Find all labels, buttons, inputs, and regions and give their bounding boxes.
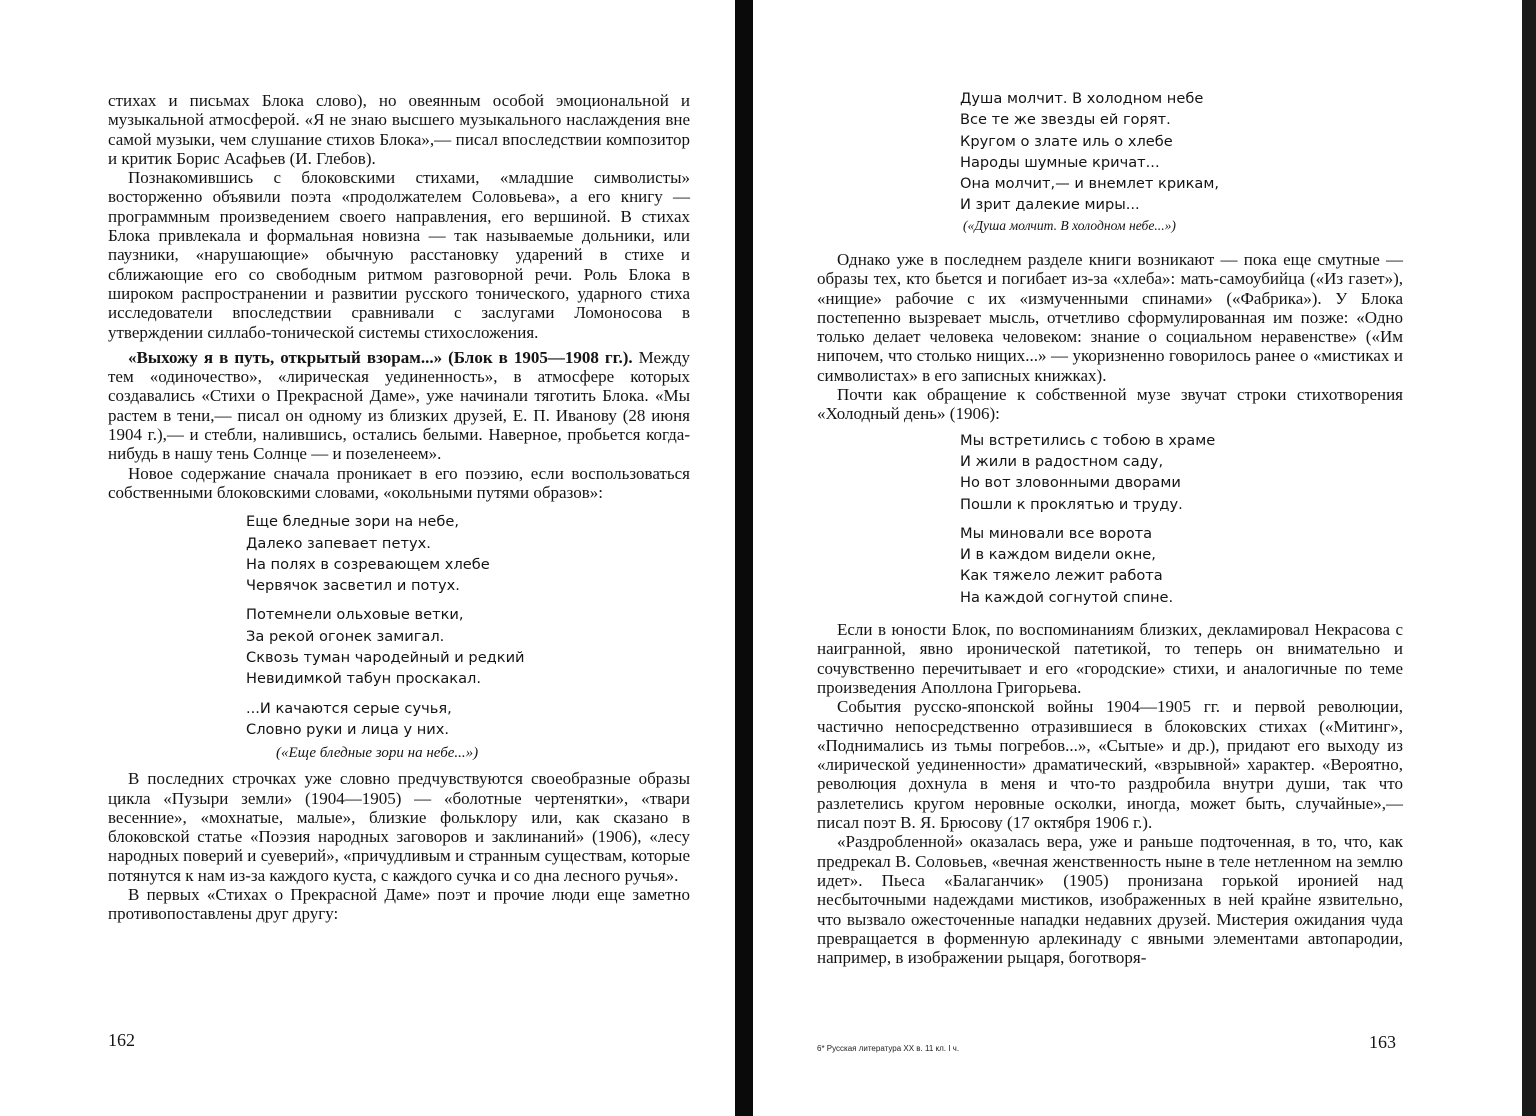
scan-edge	[1522, 0, 1536, 1116]
stanza	[246, 511, 690, 596]
paragraph: В последних строчках уже словно предчувствуются своеобразные образы цикла «Пузыри земли» (1904—1905) — «болотные чертенятки», «твари весенние», «мохнатые, малые», близкие фольклору или, как сказано в блоковской статье «Поэзия народных заговоров и заклинаний» (1906), «лесу народных поверий и суеверий», «причудливым и странным существам, которые потянутся к нам из-за каждого куста, с каждого сучка и со дна лесного ручья».	[108, 769, 690, 885]
verse-line: Далеко запевает петух.	[246, 534, 431, 552]
left-page	[0, 0, 735, 1116]
poem	[960, 88, 1219, 216]
verse-line: Она молчит,— и внемлет крикам,	[960, 175, 1220, 193]
verse-line: Душа молчит. В холодном небе	[960, 90, 1204, 107]
verse-line: Пошли к проклятью и труду.	[960, 495, 1183, 513]
section-paragraph	[108, 348, 690, 464]
stanza	[960, 430, 1403, 515]
verse-line: Словно руки и лица у них.	[246, 720, 450, 738]
page-number: 163	[1369, 1032, 1396, 1052]
verse-line: На полях в созревающем хлебе	[246, 555, 490, 573]
verse-line: Кругом о злате иль о хлебе	[960, 132, 1173, 150]
verse-line: Мы миновали все ворота	[960, 524, 1153, 542]
stanza	[246, 698, 690, 741]
right-page	[753, 0, 1522, 1116]
paragraph: В первых «Стихах о Прекрасной Даме» поэт и прочие люди еще заметно противопоставлены друг другу:	[108, 884, 690, 924]
paragraph: Если в юности Блок, по воспоминаниям близких, декламировал Некрасова с наигранной, явно иронической патетикой, то теперь он внимательно и сочувственно перечитывает и его «городские» стихи, и аналогичные по теме произведения Аполлона Григорьева.	[817, 620, 1403, 697]
paragraph: Почти как обращение к собственной музе звучат строки стихотворения «Холодный день» (1906):	[817, 385, 1403, 424]
right-page-text	[817, 250, 1403, 967]
verse-line: И жили в радостном саду,	[960, 452, 1164, 470]
section-text: Между тем «одиночество», «лирическая уединенность», в атмосфере которых создавались «Стихи о Прекрасной Даме», уже начинали тяготить Блока. «Мы растем в тени,— писал он одному из близких друзей, Е. П. Иванову (28 июня 1904 г.),— и стебли, налившись, остались белыми. Наверное, пробьется когда-нибудь в нашу тень Солнце — и позеленеем».	[108, 347, 690, 464]
book-gutter	[735, 0, 753, 1116]
verse-line: Невидимкой табун проскакал.	[246, 670, 481, 688]
verse-line: ...И качаются серые сучья,	[246, 699, 452, 717]
verse-line: Еще бледные зори на небе,	[246, 513, 459, 531]
left-page-text	[108, 91, 690, 924]
paragraph: События русско-японской войны 1904—1905 гг. и первой революции, частично непосредственно отразившиеся в блоковских стихах («Митинг», «Поднимались из тьмы погребов...», «Сытые» и др.), придают его выходу из «лирической уединенности» драматический, «взрывной» характер. «Вероятно, революция дохнула в меня и что-то раздробила внутри души, так что разлетелись кругом неровные осколки, иногда, может быть, случайные»,— писал поэт В. Я. Брюсову (17 октября 1906 г.).	[817, 697, 1403, 833]
signature-footnote: 6* Русская литература XX в. 11 кл. I ч.	[817, 1044, 960, 1053]
paragraph: Однако уже в последнем разделе книги возникают — пока еще смутные — образы тех, кто бьется и погибает из-за «хлеба»: мать-самоубийца («Из газет»), «нищие» рабочие с их «измученными спинами» («Фабрика»). У Блока постепенно вызревает мысль, отчетливо сформулированная им позже: «Одно только делает человека человеком: знание о социальном неравенстве» («Им нипочем, что столько нищих...» — укоризненно говорилось ранее о «мистиках и символистах» в его записных книжках).	[817, 250, 1403, 385]
verse-line: На каждой согнутой спине.	[960, 588, 1174, 606]
poem	[246, 511, 690, 740]
verse-line: Все те же звезды ей горят.	[960, 111, 1171, 129]
verse-line: Как тяжело лежит работа	[960, 567, 1163, 585]
poem-caption: («Душа молчит. В холодном небе...»)	[963, 218, 1176, 233]
stanza	[960, 523, 1403, 608]
poem-caption: («Еще бледные зори на небе...»)	[276, 745, 479, 762]
verse-line: Потемнели ольховые ветки,	[246, 606, 464, 624]
verse-line: Сквозь туман чародейный и редкий	[246, 649, 525, 667]
paragraph: Новое содержание сначала проникает в его поэзию, если воспользоваться собственными блоковскими словами, «окольными путями образов»:	[108, 463, 690, 502]
paragraph: стихах и письмах Блока слово), но овеянным особой эмоциональной и музыкальной атмосферой. «Я не знаю высшего музыкального наслаждения вне самой музыки, чем слушание стихов Блока»,— писал впоследствии композитор и критик Борис Асафьев (И. Глебов).	[108, 91, 690, 168]
page-number: 162	[108, 1030, 135, 1050]
verse-line: Но вот зловонными дворами	[960, 474, 1181, 492]
paragraph: Познакомившись с блоковскими стихами, «младшие символисты» восторженно объявили поэта «продолжателем Соловьева», а его книгу — программным произведением своего направления, его вершиной. В стихах Блока привлекала и формальная новизна — так называемые дольники, или паузники, «нарушающие» обычную расстановку ударений в стихе и сближающие его со свободным ритмом разговорной речи. Роль Блока в широком распространении и развитии русского тонического, ударного стиха исследователи впоследствии сравнивали с заслугами Ломоносова в утверждении силлабо-тонической системы стихосложения.	[108, 168, 690, 342]
verse-line: И зрит далекие миры...	[960, 196, 1140, 214]
verse-line: Мы встретились с тобою в храме	[960, 431, 1216, 449]
paragraph: «Раздробленной» оказалась вера, уже и раньше подточенная, в то, что, как предрекал В. Соловьев, «вечная женственность ныне в теле нетленном на землю идет». Пьеса «Балаганчик» (1905) пронизана горькой иронией над несбыточными надеждами мистиков, изображенных в ней крайне язвительно, что вызвало ожесточенные нападки недавних друзей. Мистерия ожидания чуда превращается в форменную арлекинаду с явными элементами автопародии, например, в изображении рыцаря, боготворя-	[817, 832, 1403, 968]
verse-line: Народы шумные кричат...	[960, 153, 1160, 171]
verse-line: Червячок засветил и потух.	[246, 577, 460, 595]
verse-line: И в каждом видели окне,	[960, 546, 1156, 564]
stanza	[246, 604, 690, 689]
section-heading: «Выхожу я в путь, открытый взорам...» (Блок в 1905—1908 гг.).	[128, 347, 633, 367]
poem	[960, 430, 1403, 608]
verse-line: За рекой огонек замигал.	[246, 627, 445, 645]
